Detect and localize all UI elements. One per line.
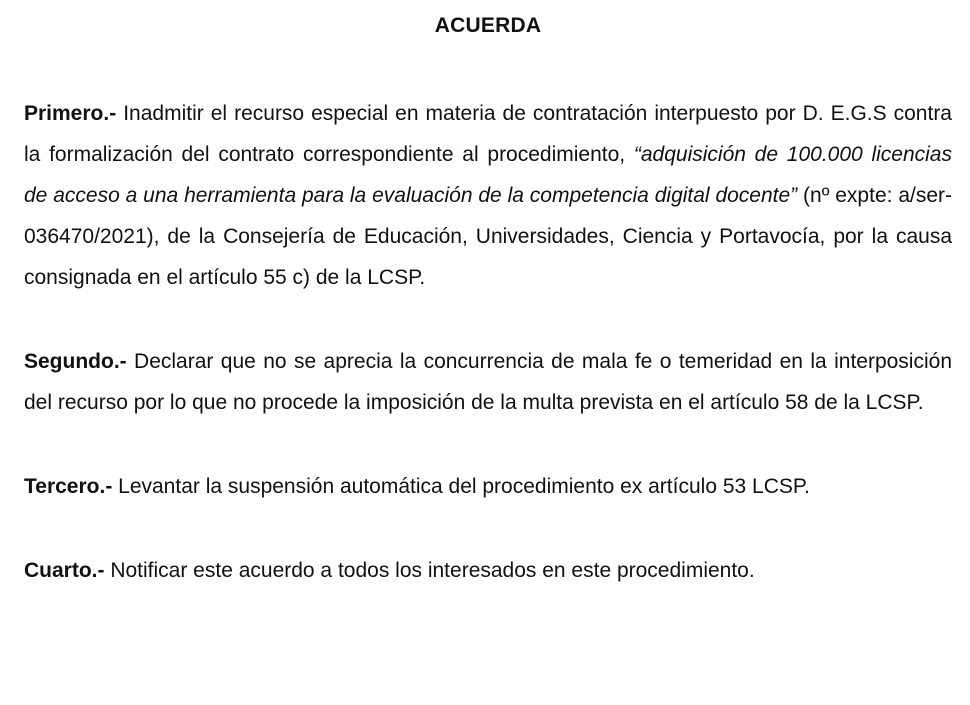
document-page <box>24 0 952 591</box>
paragraph-text: Levantar la suspensión automática del procedimiento ex artículo 53 LCSP. <box>112 475 811 498</box>
paragraph-text: Notificar este acuerdo a todos los interesados en este procedimiento. <box>104 559 755 582</box>
paragraph-lead: Primero.- <box>24 102 117 125</box>
paragraph-text: (nº expte: a/ser-036470/2021), de la Consejería de Educación, Universidades, Ciencia y Portavocía, por la causa consignada en el artículo 55 c) de la LCSP. <box>24 184 953 289</box>
paragraph-segundo <box>24 341 952 423</box>
paragraph-lead: Segundo.- <box>24 350 127 373</box>
paragraph-lead: Tercero.- <box>24 475 113 498</box>
paragraph-text: Declarar que no se aprecia la concurrencia de mala fe o temeridad en la interposición del recurso por lo que no procede la imposición de la multa prevista en el artículo 58 de la LCSP. <box>24 350 952 414</box>
document-title: ACUERDA <box>434 14 542 37</box>
paragraph-lead: Cuarto.- <box>24 559 105 582</box>
paragraph-text: Inadmitir el recurso especial en materia de contratación interpuesto por D. E.G.S contra la formalización del contrato correspondiente al procedimiento, <box>24 102 952 166</box>
paragraph-cuarto <box>24 550 952 591</box>
paragraph-tercero <box>24 466 952 507</box>
paragraph-primero <box>24 93 952 298</box>
paragraph-italic-text: “adquisición de 100.000 licencias de acceso a una herramienta para la evaluación de la competencia digital docente” <box>24 143 952 207</box>
